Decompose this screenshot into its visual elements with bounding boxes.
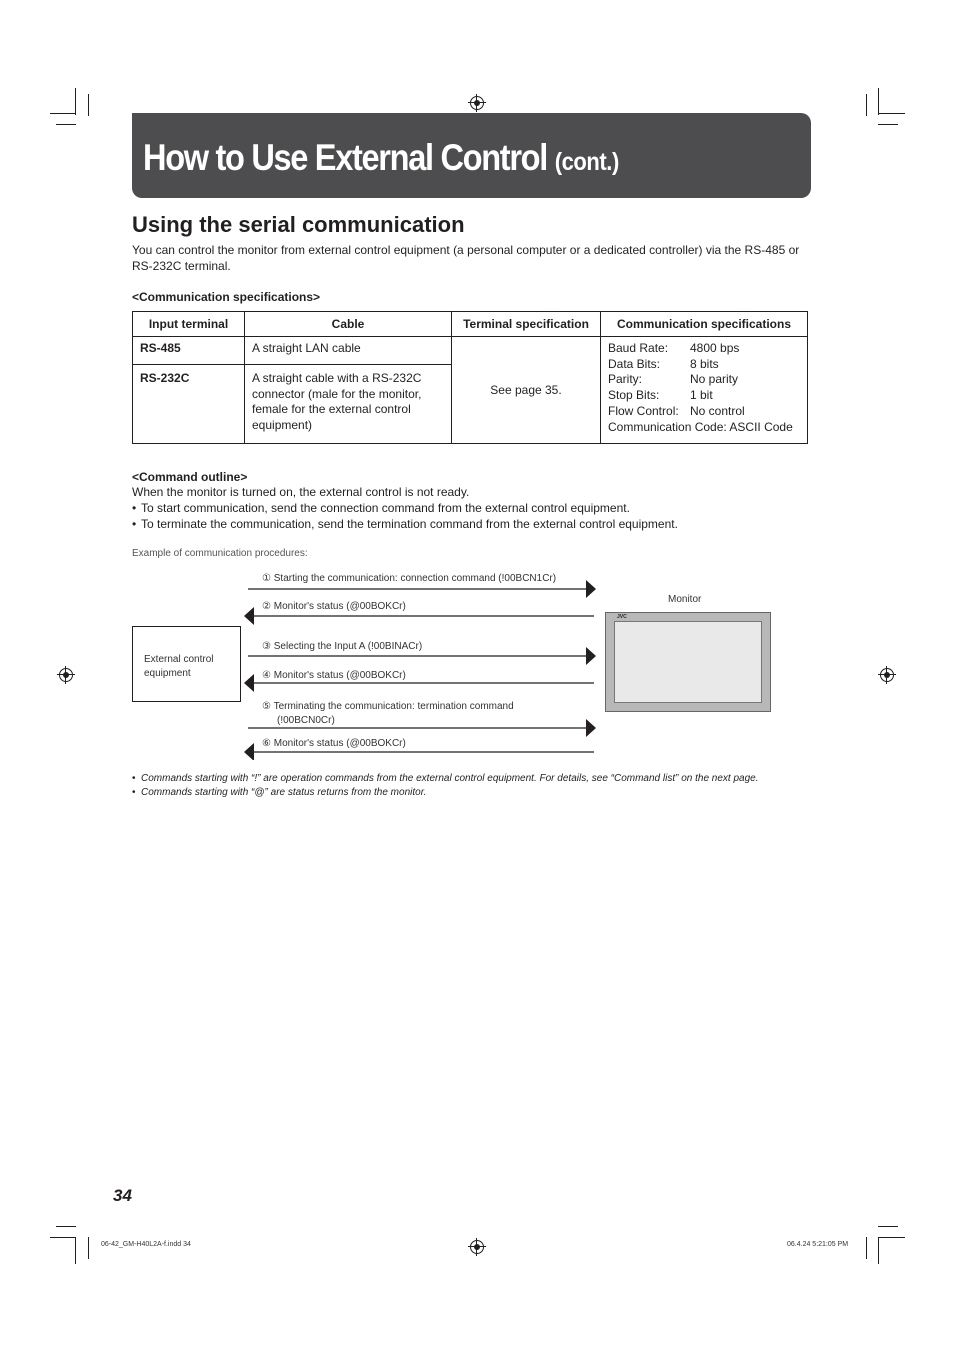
monitor-label: Monitor xyxy=(668,594,702,605)
crop-mark xyxy=(878,1237,879,1264)
diagram-caption: Example of communication procedures: xyxy=(132,548,308,559)
crop-mark xyxy=(878,113,905,114)
column-header: Terminal specification xyxy=(452,312,601,337)
page-title-suffix: (cont.) xyxy=(554,148,619,176)
column-header: Cable xyxy=(245,312,452,337)
comm-spec-key: Baud Rate: xyxy=(608,341,669,355)
outline-heading: <Command outline> xyxy=(132,470,248,484)
section-title: Using the serial communication xyxy=(132,212,465,237)
crop-mark xyxy=(75,1237,76,1264)
registration-mark-icon xyxy=(880,668,894,682)
step-3-label: ③ Selecting the Input A (!00BINACr) xyxy=(262,641,423,652)
jvc-logo: JVC xyxy=(617,614,627,620)
comm-spec-line xyxy=(608,357,800,373)
comm-spec-key: Flow Control: xyxy=(608,403,679,418)
terminal-cell: RS-485 xyxy=(133,337,245,365)
crop-mark xyxy=(88,1237,89,1259)
step-1-label: ① Starting the communication: connection command (!00BCN1Cr) xyxy=(262,573,557,584)
terminal-spec-cell: See page 35. xyxy=(452,337,601,444)
comm-spec-line xyxy=(608,372,800,388)
cable-cell: A straight LAN cable xyxy=(245,337,452,365)
list-item: • To start communication, send the connection command from the external control equipment. xyxy=(132,500,822,516)
comm-spec-value: 1 bit xyxy=(690,388,713,403)
registration-mark-icon xyxy=(59,668,73,682)
footer-date: 06.4.24 5:21:05 PM xyxy=(787,1241,849,1248)
registration-mark-icon xyxy=(470,1240,484,1254)
comm-spec-cell xyxy=(601,337,808,444)
note: • Commands starting with “!” are operation commands from the external control equipment. For details, see “Command list” on the next page. xyxy=(132,773,759,784)
note: • Commands starting with “@” are status returns from the monitor. xyxy=(132,787,426,798)
spec-heading: <Communication specifications> xyxy=(132,290,321,304)
page-title xyxy=(143,137,619,179)
comm-spec-line xyxy=(608,388,800,404)
comm-spec-key: Stop Bits: xyxy=(608,388,660,403)
step-4-label: ④ Monitor's status (@00BOKCr) xyxy=(262,670,406,681)
comm-spec-value: No parity xyxy=(690,372,739,387)
page-number: 34 xyxy=(113,1186,132,1205)
crop-mark xyxy=(50,113,76,114)
step-2-label: ② Monitor's status (@00BOKCr) xyxy=(262,601,406,612)
spec-table xyxy=(132,311,808,444)
crop-mark xyxy=(878,88,879,115)
comm-spec-key: Data Bits: xyxy=(608,356,661,371)
crop-mark xyxy=(75,88,76,115)
crop-mark xyxy=(878,124,898,125)
crop-mark xyxy=(56,1226,76,1227)
comm-code-line: Communication Code: ASCII Code xyxy=(608,419,793,434)
external-equipment-box xyxy=(132,626,241,702)
table-header-row xyxy=(133,312,808,337)
crop-mark xyxy=(88,94,89,116)
step-5-command: (!00BCN0Cr) xyxy=(277,715,335,726)
monitor-illustration xyxy=(605,612,771,712)
step-6-label: ⑥ Monitor's status (@00BOKCr) xyxy=(262,738,406,749)
crop-mark xyxy=(866,94,867,116)
comm-spec-value: 4800 bps xyxy=(690,341,740,355)
column-header: Communication specifications xyxy=(601,312,808,337)
column-header: Input terminal xyxy=(133,312,245,337)
comm-spec-line xyxy=(608,404,800,420)
crop-mark xyxy=(50,1237,76,1238)
crop-mark xyxy=(878,1226,898,1227)
footer-file: 06-42_GM-H40L2A-f.indd 34 xyxy=(101,1241,191,1248)
crop-mark xyxy=(56,124,76,125)
cable-cell: A straight cable with a RS-232C connector (male for the monitor, female for the external control equipment) xyxy=(245,365,452,444)
comm-spec-value: 8 bits xyxy=(690,356,719,371)
page-title-text: How to Use External Control xyxy=(143,137,547,178)
outline-text: When the monitor is turned on, the external control is not ready. xyxy=(132,485,470,499)
crop-mark xyxy=(866,1237,867,1259)
comm-spec-key: Parity: xyxy=(608,372,643,387)
title-banner xyxy=(132,113,811,198)
intro-paragraph: You can control the monitor from external control equipment (a personal computer or a dedicated controller) via the RS-485 or RS-232C terminal. xyxy=(132,243,800,273)
outline-body xyxy=(132,484,822,532)
step-5-label: ⑤ Terminating the communication: termination command xyxy=(262,701,514,712)
terminal-cell: RS-232C xyxy=(133,365,245,444)
table-row xyxy=(133,337,808,365)
registration-mark-icon xyxy=(470,96,484,110)
monitor-screen xyxy=(614,621,762,703)
external-equipment-label: External control equipment xyxy=(144,654,214,679)
comm-spec-value: No control xyxy=(690,403,745,418)
list-item: • To terminate the communication, send the termination command from the external control equipment. xyxy=(132,516,822,532)
comm-spec-line xyxy=(608,341,800,357)
crop-mark xyxy=(878,1237,905,1238)
